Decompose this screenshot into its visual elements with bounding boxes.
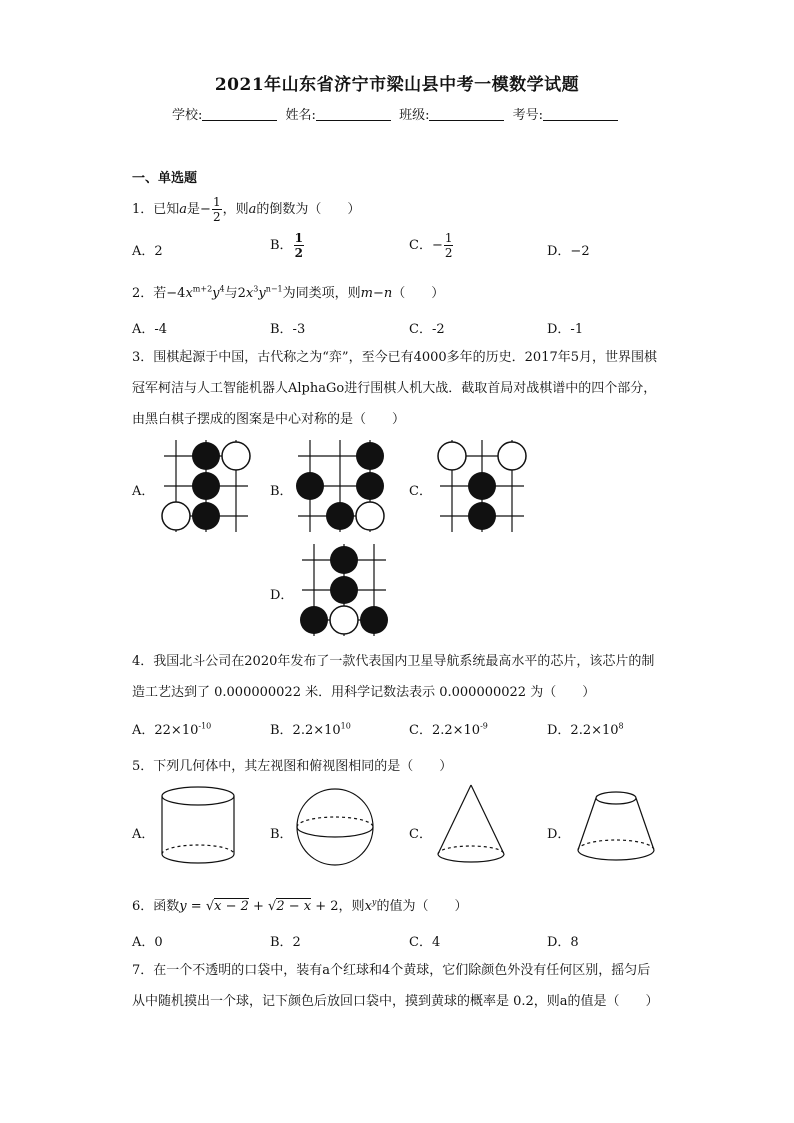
q3-option-d-label[interactable]: D．	[270, 588, 294, 603]
q6-plus: +	[248, 899, 269, 914]
q1-option-d[interactable]: D．−2	[547, 244, 590, 259]
q6-eq: =	[186, 899, 206, 914]
q1-c-fraction	[444, 232, 454, 259]
q2-option-c[interactable]: C．-2	[409, 322, 445, 337]
q2-text-c: 为同类项，则	[282, 286, 361, 301]
q1-b-fraction	[294, 232, 304, 259]
q1-b-label: B．	[270, 238, 293, 253]
q2-y: y	[212, 286, 220, 301]
q1-b-num: 1	[294, 231, 303, 245]
q6-radicand1: x − 2	[214, 899, 249, 914]
name-label: 姓名:	[285, 108, 316, 123]
q2-exp2: 4	[219, 284, 225, 294]
q5-option-a-label[interactable]: A．	[132, 827, 155, 842]
q4-d-base: D．2.2×10	[547, 723, 619, 738]
q1-c-num: 1	[444, 231, 453, 245]
q6-option-b[interactable]: B．2	[270, 935, 301, 950]
question-6	[132, 895, 467, 914]
q6-option-a[interactable]: A．0	[132, 935, 163, 950]
q2-y2: y	[258, 286, 266, 301]
question-2	[132, 282, 444, 301]
school-blank[interactable]	[202, 108, 277, 121]
q3-go-pattern-a[interactable]	[160, 440, 252, 532]
q4-b-exp: 10	[340, 721, 351, 731]
q1-option-b[interactable]	[270, 232, 305, 259]
question-7: 7．在一个不透明的口袋中，装有a个红球和4个黄球，它们除颜色外没有任何区别，摇匀后从中随机摸出一个球，记下颜色后放回口袋中，摸到黄球的概率是 0.2，则a的值是（ ）	[132, 963, 659, 1009]
class-label: 班级:	[399, 108, 430, 123]
q2-m: m	[360, 286, 373, 301]
q6-option-d[interactable]: D．8	[547, 935, 579, 950]
q1-option-a[interactable]: A．2	[132, 244, 163, 259]
q2-exp4: n−1	[265, 284, 283, 294]
q2-text-d: （ ）	[392, 286, 445, 301]
q4-option-d[interactable]	[547, 719, 624, 738]
q2-text-a: 2．若−4	[132, 286, 186, 301]
q2-option-d[interactable]: D．-1	[547, 322, 584, 337]
q1-frac-num: 1	[212, 195, 221, 209]
q1-var: a	[179, 202, 188, 217]
q1-is: 是−	[187, 202, 211, 217]
question-4: 4．我国北斗公司在2020年发布了一款代表国内卫星导航系统最高水平的芯片，该芯片的制造工艺达到了 0.000000022 米．用科学记数法表示 0.000000022 为（ ）	[132, 654, 655, 700]
question-1	[132, 196, 360, 223]
q4-option-c[interactable]	[409, 719, 488, 738]
student-info-line	[0, 104, 794, 123]
q6-y: y	[179, 899, 187, 914]
q4-c-exp: -9	[480, 721, 488, 731]
question-5: 5．下列几何体中，其左视图和俯视图相同的是（ ）	[132, 759, 453, 774]
q4-a-base: A．22×10	[132, 723, 199, 738]
q2-option-b[interactable]: B．-3	[270, 322, 306, 337]
q1-tail1: ，则	[222, 202, 249, 217]
q6-radicand2: 2 − x	[276, 899, 312, 914]
q1-b-den: 2	[294, 246, 303, 260]
q5-cone-figure[interactable]	[434, 782, 508, 870]
q1-var2: a	[248, 202, 257, 217]
q2-x: x	[185, 286, 193, 301]
exam-no-blank[interactable]	[543, 108, 618, 121]
q3-option-c-label[interactable]: C．	[409, 484, 432, 499]
section-heading: 一、单选题	[132, 171, 198, 186]
q4-c-base: C．2.2×10	[409, 723, 481, 738]
q6-tail: + 2	[311, 899, 339, 914]
school-label: 学校:	[172, 108, 203, 123]
q5-frustum-figure[interactable]	[574, 788, 658, 868]
q6-x: x	[364, 899, 372, 914]
q3-go-pattern-b[interactable]	[294, 440, 386, 532]
q2-exp1: m+2	[192, 284, 213, 294]
q3-option-a-label[interactable]: A．	[132, 484, 155, 499]
q2-x2: x	[245, 286, 254, 301]
q4-b-base: B．2.2×10	[270, 723, 341, 738]
q6-exp: y	[371, 897, 377, 907]
question-3: 3．围棋起源于中国，古代称之为“弈”，至今已有4000多年的历史．2017年5月，世界围棋冠军柯洁与人工智能机器人AlphaGo进行围棋人机大战．截取首局对战棋谱中的四个部分，由黑白棋子摆成的图案是中心对称的是（ ）	[132, 350, 658, 427]
q2-minus: −	[373, 286, 384, 301]
q1-tail2: 的倒数为（ ）	[256, 202, 361, 217]
q6-text2: ，则	[338, 899, 365, 914]
q6-num: 6．函数	[132, 899, 180, 914]
q3-go-pattern-d[interactable]	[298, 544, 390, 636]
q1-c-label: C．−	[409, 238, 443, 253]
q3-go-pattern-c[interactable]	[436, 440, 528, 532]
q5-option-b-label[interactable]: B．	[270, 827, 293, 842]
q5-cylinder-figure[interactable]	[158, 784, 238, 868]
q4-option-a[interactable]	[132, 719, 211, 738]
page-title: 2021年山东省济宁市梁山县中考一模数学试题	[214, 75, 580, 95]
q6-option-c[interactable]: C．4	[409, 935, 441, 950]
q1-fraction	[212, 196, 222, 223]
q2-exp3: 3	[253, 284, 259, 294]
q1-frac-den: 2	[212, 210, 221, 224]
q1-c-den: 2	[444, 246, 453, 260]
q4-option-b[interactable]	[270, 719, 351, 738]
q1-option-c[interactable]	[409, 232, 454, 259]
q5-option-d-label[interactable]: D．	[547, 827, 571, 842]
q6-sqrt1: √x − 2	[205, 899, 249, 914]
q2-n: n	[383, 286, 393, 301]
q2-text-b: 与2	[224, 286, 246, 301]
q2-option-a[interactable]: A．-4	[132, 322, 168, 337]
q4-a-exp: -10	[198, 721, 212, 731]
q1-num: 1．已知	[132, 202, 180, 217]
exam-no-label: 考号:	[512, 108, 543, 123]
q3-option-b-label[interactable]: B．	[270, 484, 293, 499]
q5-option-c-label[interactable]: C．	[409, 827, 432, 842]
name-blank[interactable]	[316, 108, 391, 121]
q4-d-exp: 8	[618, 721, 624, 731]
q6-text3: 的值为（ ）	[376, 899, 468, 914]
q6-sqrt2: √2 − x	[268, 899, 312, 914]
class-blank[interactable]	[429, 108, 504, 121]
q5-sphere-figure[interactable]	[294, 786, 376, 868]
